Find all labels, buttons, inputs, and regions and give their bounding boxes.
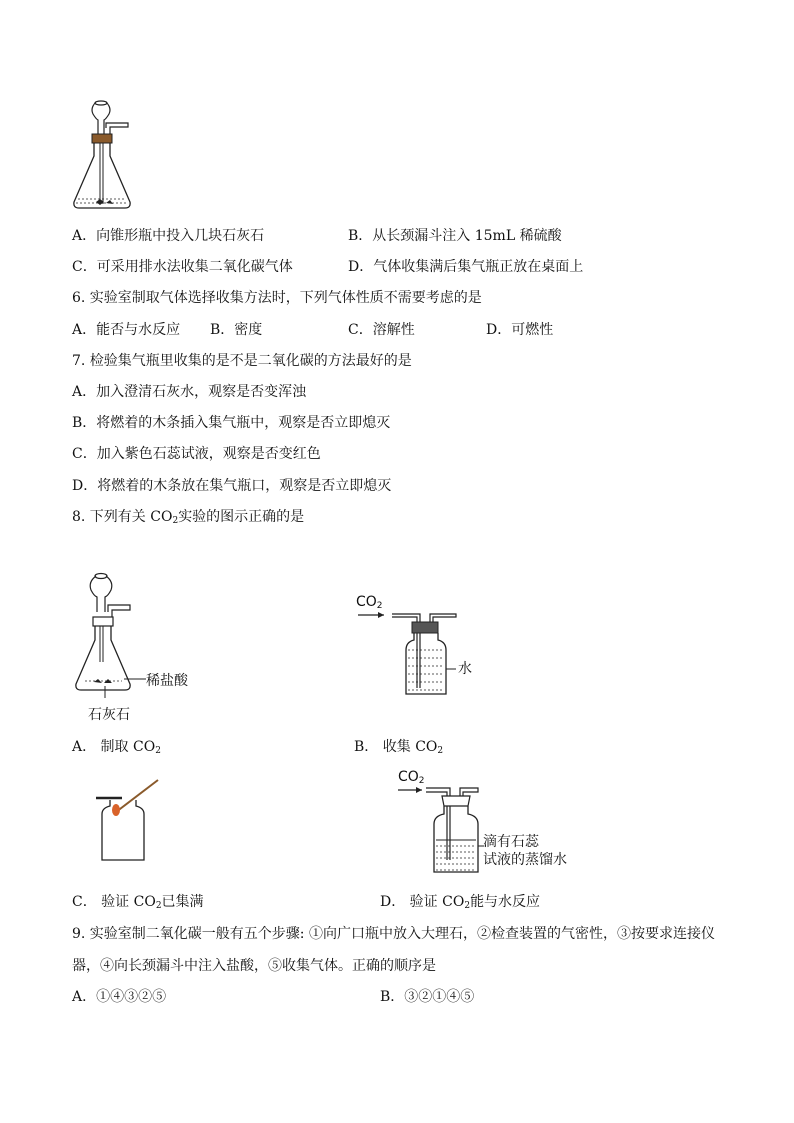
q9-option-a: A．①④③②⑤ [72, 989, 167, 1005]
q8-label-water: 水 [458, 661, 472, 677]
q7-option-a: A．加入澄清石灰水，观察是否变浑浊 [72, 384, 307, 400]
q8-option-d: D． 验证 $CO_2$能与水反应 [380, 894, 541, 911]
q6-option-d: D．可燃性 [486, 322, 554, 338]
q8-option-b: B． 收集 $CO_2$ [354, 739, 444, 756]
q5-option-a: A．向锥形瓶中投入几块石灰石 [72, 228, 265, 244]
q7-stem: 7. 检验集气瓶里收集的是不是二氧化碳的方法最好的是 [72, 353, 412, 369]
q6-option-c: C．溶解性 [348, 322, 415, 338]
q8-stem: 8. 下列有关 $CO_2$实验的图示正确的是 [72, 509, 305, 526]
q9-option-b: B．③②①④⑤ [380, 989, 475, 1005]
q8-label-litmus-2: 试液的蒸馏水 [483, 852, 567, 868]
q8-option-c: C． 验证 $CO_2$已集满 [72, 894, 204, 911]
q6-stem: 6. 实验室制取气体选择收集方法时，下列气体性质不需要考虑的是 [72, 290, 482, 306]
q8-label-litmus-1: 滴有石蕊 [483, 834, 539, 850]
q8-option-a: A． 制取 $CO_2$ [72, 739, 161, 756]
q8-figure-a-generator [72, 568, 152, 698]
q8-label-acid: 稀盐酸 [146, 673, 188, 689]
q9-stem-line2: 器，④向长颈漏斗中注入盐酸，⑤收集气体。正确的顺序是 [72, 958, 436, 974]
q8-label-co2-b: $CO_2$ [356, 594, 383, 611]
q6-option-b: B．密度 [210, 322, 263, 338]
q8-figure-b-collection [358, 608, 478, 698]
q8-label-co2-d: $CO_2$ [398, 769, 425, 786]
q7-option-d: D．将燃着的木条放在集气瓶口，观察是否立即熄灭 [72, 478, 392, 494]
q5-flask-diagram [70, 98, 140, 216]
q5-option-d: D．气体收集满后集气瓶正放在桌面上 [348, 259, 584, 275]
q9-stem-line1: 9. 实验室制二氧化碳一般有五个步骤: ①向广口瓶中放入大理石，②检查装置的气密性，③按要求连接仪 [72, 926, 715, 942]
q6-option-a: A．能否与水反应 [72, 322, 181, 338]
q7-option-b: B．将燃着的木条插入集气瓶中，观察是否立即熄灭 [72, 415, 391, 431]
q8-figure-c-verify-full [96, 778, 162, 864]
q5-option-b: B．从长颈漏斗注入 15mL 稀硫酸 [348, 228, 562, 244]
q5-option-c: C．可采用排水法收集二氧化碳气体 [72, 259, 293, 275]
q7-option-c: C．加入紫色石蕊试液，观察是否变红色 [72, 446, 321, 462]
q8-label-limestone: 石灰石 [88, 707, 130, 723]
